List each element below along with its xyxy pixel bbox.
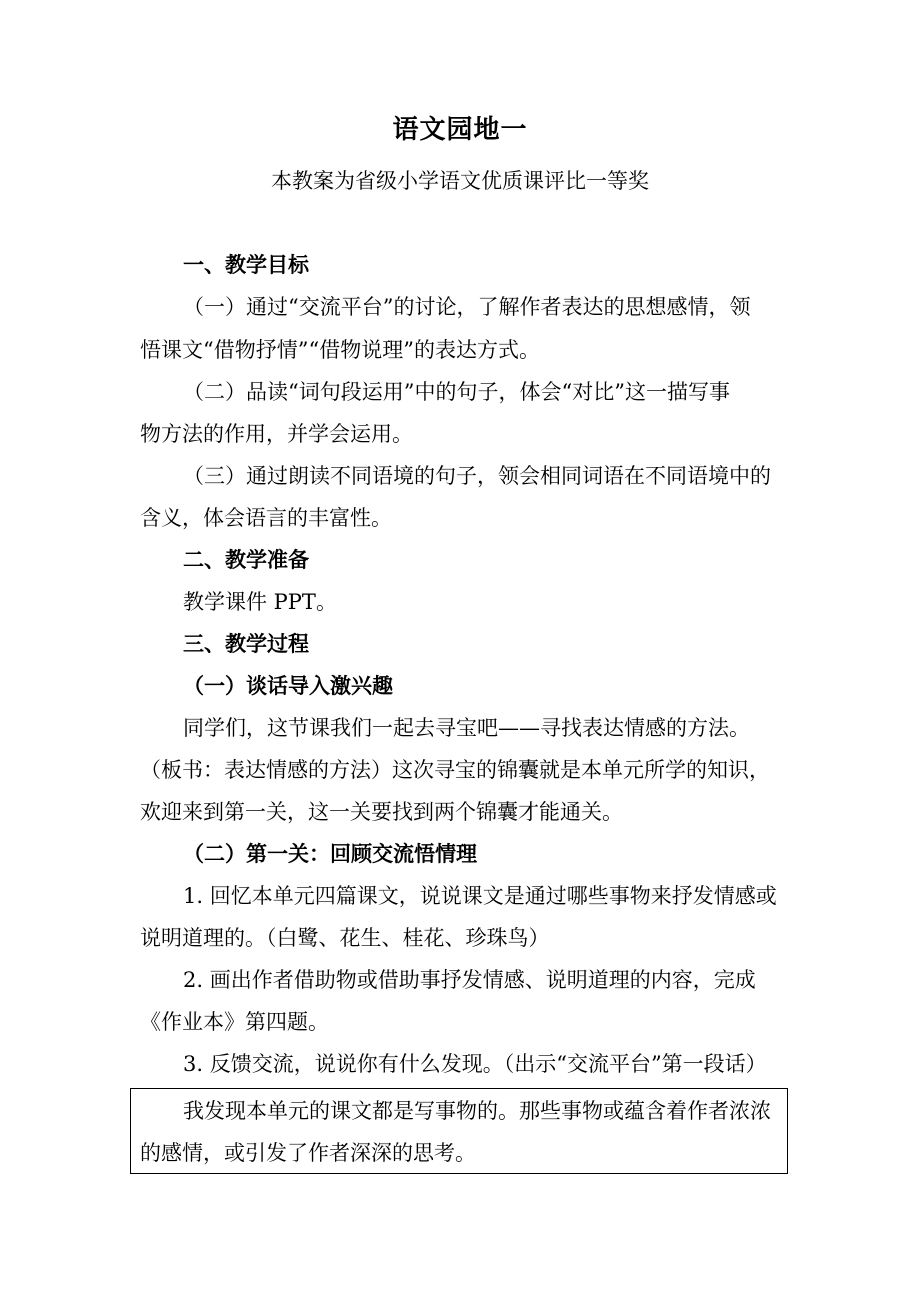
goal-3-line-2: 含义，体会语言的丰富性。 bbox=[140, 506, 392, 530]
goal-2-line-1: （二）品读“词句段运用”中的句子，体会“对比”这一描写事 bbox=[183, 380, 730, 404]
goal-1-line-2: 悟课文“借物抒情”“借物说理”的表达方式。 bbox=[140, 338, 540, 362]
part-1-heading: （一）谈话导入激兴趣 bbox=[183, 674, 393, 698]
part-1-line-1: 同学们，这节课我们一起去寻宝吧——寻找表达情感的方法。 bbox=[183, 716, 750, 740]
preparation-content: 教学课件 PPT。 bbox=[183, 590, 337, 614]
goal-3-line-1: （三）通过朗读不同语境的句子，领会相同词语在不同语境中的 bbox=[183, 464, 771, 488]
document-subtitle: 本教案为省级小学语文优质课评比一等奖 bbox=[271, 169, 649, 193]
part-2-heading: （二）第一关：回顾交流悟情理 bbox=[183, 842, 477, 866]
quote-line-1: 我发现本单元的课文都是写事物的。那些事物或蕴含着作者浓浓 bbox=[183, 1099, 771, 1123]
quote-line-2: 的感情，或引发了作者深深的思考。 bbox=[140, 1141, 476, 1165]
item-2-line-2: 《作业本》第四题。 bbox=[140, 1010, 329, 1034]
goal-1-line-1: （一）通过“交流平台”的讨论，了解作者表达的思想感情，领 bbox=[183, 295, 751, 319]
item-1-line-2: 说明道理的。（白鹭、花生、桂花、珍珠鸟） bbox=[140, 926, 550, 950]
item-2-line-1: 2. 画出作者借助物或借助事抒发情感、说明道理的内容，完成 bbox=[183, 968, 756, 992]
goal-2-line-2: 物方法的作用，并学会运用。 bbox=[140, 422, 413, 446]
item-1-line-1: 1. 回忆本单元四篇课文，说说课文是通过哪些事物来抒发情感或 bbox=[183, 884, 777, 908]
item-3-line-1: 3. 反馈交流，说说你有什么发现。（出示“交流平台”第一段话） bbox=[183, 1052, 767, 1076]
part-1-line-2: （板书：表达情感的方法）这次寻宝的锦囊就是本单元所学的知识， bbox=[140, 758, 770, 782]
part-1-line-3: 欢迎来到第一关，这一关要找到两个锦囊才能通关。 bbox=[140, 800, 623, 824]
section-heading-preparation: 二、教学准备 bbox=[183, 548, 309, 572]
section-heading-process: 三、教学过程 bbox=[183, 632, 309, 656]
document-title: 语文园地一 bbox=[392, 115, 528, 145]
section-heading-goals: 一、教学目标 bbox=[183, 253, 309, 277]
